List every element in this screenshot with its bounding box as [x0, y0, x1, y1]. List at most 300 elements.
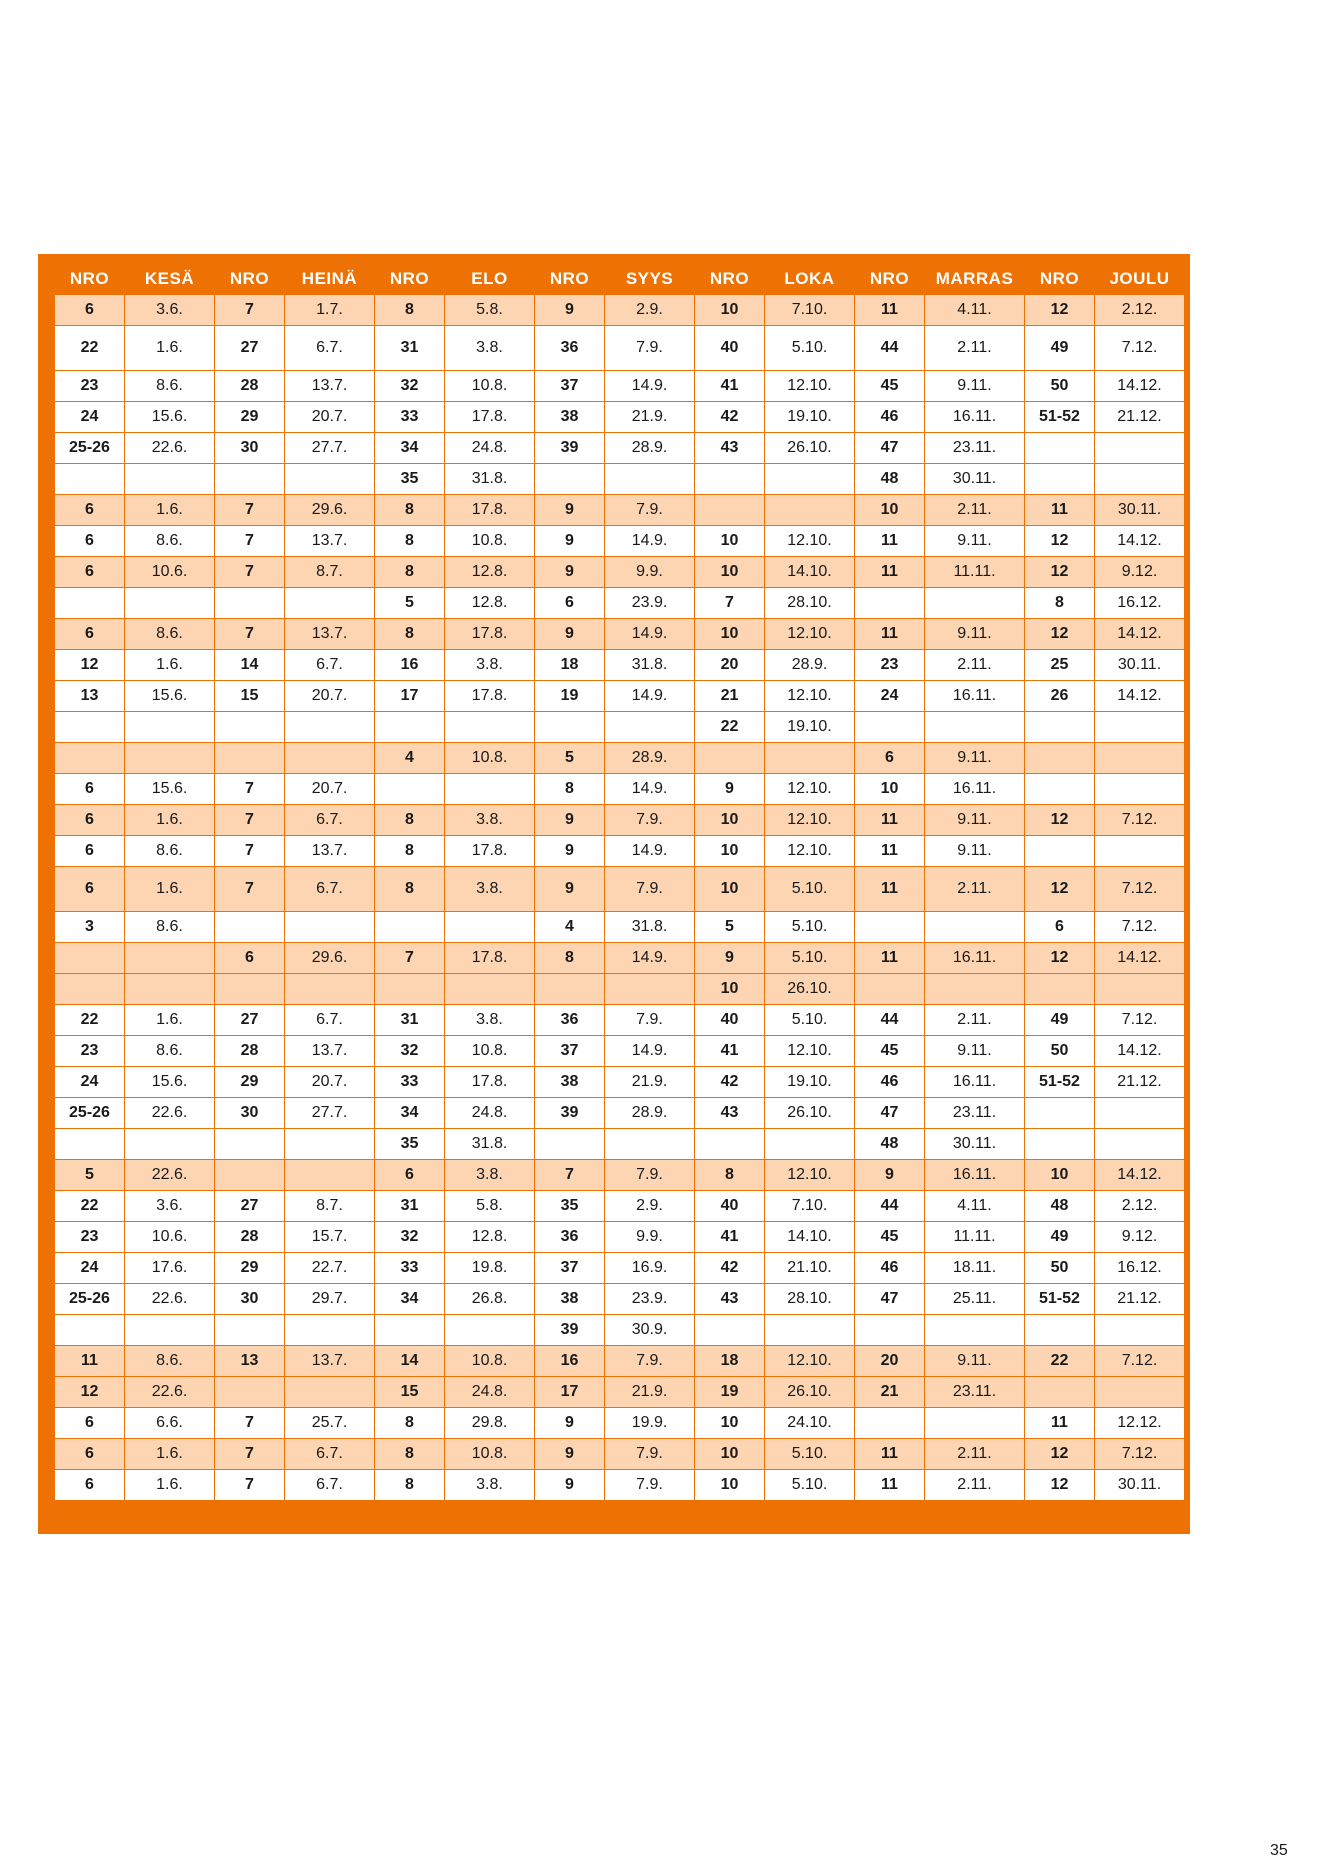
issue-date-cell: 4.11. [925, 1191, 1025, 1222]
issue-number-cell: 31 [375, 1005, 445, 1036]
table-row [55, 1191, 1185, 1222]
issue-number-cell: 7 [535, 1160, 605, 1191]
issue-number-cell [535, 974, 605, 1005]
issue-date-cell [285, 743, 375, 774]
issue-number-cell: 6 [55, 557, 125, 588]
issue-date-cell [125, 464, 215, 495]
table-row [55, 1439, 1185, 1470]
issue-date-cell: 7.12. [1095, 1439, 1185, 1470]
issue-date-cell: 14.12. [1095, 526, 1185, 557]
issue-number-cell [1025, 1315, 1095, 1346]
issue-number-cell: 22 [55, 326, 125, 371]
issue-number-cell: 10 [695, 619, 765, 650]
issue-date-cell: 3.6. [125, 295, 215, 326]
issue-number-cell: 36 [535, 1005, 605, 1036]
issue-date-cell: 30.11. [1095, 1470, 1185, 1501]
issue-number-cell: 11 [855, 619, 925, 650]
issue-date-cell: 1.6. [125, 1005, 215, 1036]
issue-number-cell [375, 912, 445, 943]
issue-date-cell: 7.12. [1095, 326, 1185, 371]
issue-date-cell [285, 1160, 375, 1191]
issue-date-cell [605, 1129, 695, 1160]
issue-date-cell: 10.6. [125, 557, 215, 588]
issue-number-cell: 41 [695, 1036, 765, 1067]
issue-date-cell: 12.12. [1095, 1408, 1185, 1439]
column-header: KESÄ [125, 264, 215, 295]
issue-number-cell: 11 [55, 1346, 125, 1377]
issue-number-cell [55, 712, 125, 743]
issue-number-cell: 11 [1025, 1408, 1095, 1439]
issue-date-cell: 7.9. [605, 326, 695, 371]
issue-number-cell: 8 [375, 1470, 445, 1501]
issue-date-cell [1095, 974, 1185, 1005]
issue-number-cell [855, 712, 925, 743]
issue-date-cell: 23.11. [925, 1098, 1025, 1129]
issue-date-cell: 5.10. [765, 912, 855, 943]
issue-date-cell: 2.11. [925, 326, 1025, 371]
issue-number-cell: 7 [215, 1439, 285, 1470]
issue-date-cell: 7.12. [1095, 1346, 1185, 1377]
issue-number-cell: 13 [215, 1346, 285, 1377]
issue-number-cell: 40 [695, 326, 765, 371]
issue-number-cell: 9 [695, 943, 765, 974]
column-header: MARRAS [925, 264, 1025, 295]
issue-number-cell: 28 [215, 371, 285, 402]
table-row [55, 1098, 1185, 1129]
issue-number-cell: 10 [695, 974, 765, 1005]
issue-date-cell: 14.9. [605, 774, 695, 805]
issue-date-cell: 28.9. [765, 650, 855, 681]
issue-date-cell [445, 712, 535, 743]
issue-date-cell: 30.9. [605, 1315, 695, 1346]
issue-number-cell: 9 [855, 1160, 925, 1191]
issue-number-cell: 35 [375, 464, 445, 495]
issue-number-cell: 10 [695, 867, 765, 912]
issue-number-cell: 6 [55, 867, 125, 912]
issue-date-cell [605, 464, 695, 495]
issue-date-cell [285, 912, 375, 943]
issue-date-cell: 2.11. [925, 867, 1025, 912]
issue-number-cell: 9 [535, 867, 605, 912]
issue-date-cell: 2.11. [925, 495, 1025, 526]
issue-number-cell: 40 [695, 1005, 765, 1036]
issue-number-cell [55, 588, 125, 619]
issue-date-cell: 21.12. [1095, 1067, 1185, 1098]
table-row [55, 712, 1185, 743]
table-row [55, 1377, 1185, 1408]
issue-number-cell: 35 [535, 1191, 605, 1222]
issue-number-cell: 5 [55, 1160, 125, 1191]
issue-date-cell: 5.8. [445, 1191, 535, 1222]
issue-date-cell: 1.6. [125, 805, 215, 836]
issue-date-cell: 14.12. [1095, 943, 1185, 974]
issue-date-cell: 3.8. [445, 326, 535, 371]
table-row [55, 526, 1185, 557]
issue-date-cell [765, 743, 855, 774]
issue-date-cell: 9.11. [925, 371, 1025, 402]
issue-number-cell [375, 774, 445, 805]
issue-date-cell [285, 588, 375, 619]
issue-date-cell [925, 912, 1025, 943]
issue-number-cell: 7 [215, 1408, 285, 1439]
issue-date-cell: 28.9. [605, 743, 695, 774]
issue-date-cell [1095, 1129, 1185, 1160]
issue-number-cell: 6 [55, 619, 125, 650]
issue-number-cell: 44 [855, 326, 925, 371]
issue-date-cell [285, 464, 375, 495]
issue-number-cell: 37 [535, 1253, 605, 1284]
table-row [55, 650, 1185, 681]
issue-number-cell: 44 [855, 1005, 925, 1036]
issue-number-cell: 26 [1025, 681, 1095, 712]
issue-number-cell: 43 [695, 1284, 765, 1315]
issue-number-cell: 17 [535, 1377, 605, 1408]
issue-number-cell: 5 [535, 743, 605, 774]
issue-number-cell: 8 [375, 495, 445, 526]
issue-number-cell: 25-26 [55, 433, 125, 464]
issue-date-cell: 21.9. [605, 1377, 695, 1408]
issue-number-cell: 32 [375, 1222, 445, 1253]
issue-date-cell: 5.8. [445, 295, 535, 326]
issue-number-cell: 9 [535, 805, 605, 836]
issue-date-cell: 10.6. [125, 1222, 215, 1253]
issue-date-cell [125, 974, 215, 1005]
issue-date-cell: 20.7. [285, 1067, 375, 1098]
issue-number-cell: 10 [695, 557, 765, 588]
issue-number-cell: 40 [695, 1191, 765, 1222]
issue-number-cell [375, 1315, 445, 1346]
issue-number-cell: 25 [1025, 650, 1095, 681]
issue-number-cell: 8 [375, 1439, 445, 1470]
issue-number-cell: 23 [55, 1222, 125, 1253]
issue-number-cell: 10 [695, 1470, 765, 1501]
issue-date-cell [1095, 433, 1185, 464]
issue-number-cell [375, 712, 445, 743]
issue-number-cell: 6 [55, 836, 125, 867]
issue-date-cell: 9.12. [1095, 1222, 1185, 1253]
issue-number-cell: 6 [55, 1408, 125, 1439]
issue-date-cell [1095, 743, 1185, 774]
issue-number-cell: 12 [55, 1377, 125, 1408]
issue-number-cell: 8 [375, 805, 445, 836]
table-body [55, 295, 1185, 1501]
issue-number-cell [55, 1315, 125, 1346]
issue-date-cell: 14.9. [605, 526, 695, 557]
issue-number-cell: 10 [695, 1408, 765, 1439]
issue-number-cell: 7 [215, 557, 285, 588]
issue-number-cell: 12 [1025, 867, 1095, 912]
issue-date-cell [445, 912, 535, 943]
issue-number-cell: 30 [215, 1098, 285, 1129]
issue-date-cell: 7.9. [605, 495, 695, 526]
issue-date-cell: 30.11. [1095, 650, 1185, 681]
issue-number-cell: 27 [215, 1005, 285, 1036]
issue-date-cell: 18.11. [925, 1253, 1025, 1284]
issue-date-cell: 26.10. [765, 1098, 855, 1129]
issue-date-cell: 15.6. [125, 1067, 215, 1098]
issue-number-cell: 12 [1025, 295, 1095, 326]
issue-number-cell: 7 [215, 836, 285, 867]
issue-date-cell: 5.10. [765, 943, 855, 974]
issue-number-cell [855, 588, 925, 619]
issue-date-cell: 7.9. [605, 805, 695, 836]
issue-date-cell: 11.11. [925, 557, 1025, 588]
issue-number-cell [1025, 1098, 1095, 1129]
issue-date-cell: 17.8. [445, 943, 535, 974]
issue-number-cell: 8 [375, 836, 445, 867]
issue-date-cell: 26.8. [445, 1284, 535, 1315]
issue-date-cell: 1.6. [125, 1470, 215, 1501]
table-row [55, 1408, 1185, 1439]
issue-date-cell: 31.8. [605, 912, 695, 943]
issue-number-cell: 36 [535, 1222, 605, 1253]
issue-number-cell: 38 [535, 1284, 605, 1315]
issue-date-cell: 7.12. [1095, 912, 1185, 943]
issue-number-cell: 11 [855, 805, 925, 836]
page-number: 35 [1270, 1842, 1288, 1859]
issue-date-cell: 16.11. [925, 1160, 1025, 1191]
issue-date-cell: 12.8. [445, 1222, 535, 1253]
issue-date-cell: 9.12. [1095, 557, 1185, 588]
schedule-table [54, 264, 1185, 1501]
issue-date-cell: 2.11. [925, 650, 1025, 681]
issue-date-cell [285, 1129, 375, 1160]
issue-date-cell [765, 1129, 855, 1160]
column-header: ELO [445, 264, 535, 295]
issue-number-cell: 29 [215, 1253, 285, 1284]
issue-number-cell: 50 [1025, 371, 1095, 402]
table-row [55, 295, 1185, 326]
table-row [55, 1005, 1185, 1036]
issue-date-cell: 14.12. [1095, 1160, 1185, 1191]
issue-number-cell: 8 [375, 867, 445, 912]
issue-number-cell: 49 [1025, 1005, 1095, 1036]
issue-date-cell: 12.10. [765, 836, 855, 867]
issue-date-cell: 23.9. [605, 588, 695, 619]
issue-number-cell: 48 [855, 1129, 925, 1160]
issue-number-cell: 9 [535, 557, 605, 588]
column-header: NRO [855, 264, 925, 295]
issue-date-cell: 17.8. [445, 619, 535, 650]
issue-date-cell: 2.9. [605, 1191, 695, 1222]
issue-date-cell [605, 974, 695, 1005]
issue-date-cell: 28.10. [765, 1284, 855, 1315]
table-row [55, 1315, 1185, 1346]
issue-date-cell: 15.6. [125, 774, 215, 805]
issue-date-cell: 24.8. [445, 1098, 535, 1129]
issue-date-cell [285, 974, 375, 1005]
issue-number-cell: 16 [535, 1346, 605, 1377]
issue-date-cell: 6.7. [285, 1005, 375, 1036]
issue-date-cell: 16.11. [925, 774, 1025, 805]
issue-date-cell: 13.7. [285, 1346, 375, 1377]
table-row [55, 867, 1185, 912]
issue-date-cell: 8.6. [125, 619, 215, 650]
issue-number-cell: 6 [375, 1160, 445, 1191]
issue-number-cell: 9 [535, 295, 605, 326]
issue-number-cell: 22 [1025, 1346, 1095, 1377]
issue-number-cell: 4 [535, 912, 605, 943]
issue-date-cell: 25.11. [925, 1284, 1025, 1315]
issue-number-cell [535, 712, 605, 743]
issue-number-cell: 6 [55, 774, 125, 805]
issue-number-cell: 4 [375, 743, 445, 774]
issue-number-cell: 47 [855, 433, 925, 464]
issue-number-cell: 8 [375, 295, 445, 326]
issue-date-cell [1095, 1315, 1185, 1346]
issue-number-cell: 6 [55, 1470, 125, 1501]
issue-date-cell: 16.11. [925, 681, 1025, 712]
issue-number-cell: 6 [1025, 912, 1095, 943]
issue-date-cell: 12.8. [445, 588, 535, 619]
issue-number-cell: 8 [535, 774, 605, 805]
column-header: NRO [215, 264, 285, 295]
issue-number-cell: 24 [55, 1067, 125, 1098]
issue-number-cell [695, 464, 765, 495]
issue-number-cell: 39 [535, 1098, 605, 1129]
issue-number-cell [215, 588, 285, 619]
issue-number-cell: 29 [215, 1067, 285, 1098]
issue-date-cell [1095, 712, 1185, 743]
issue-number-cell: 50 [1025, 1253, 1095, 1284]
issue-number-cell: 9 [535, 836, 605, 867]
issue-date-cell: 24.10. [765, 1408, 855, 1439]
issue-number-cell: 30 [215, 1284, 285, 1315]
table-row [55, 1067, 1185, 1098]
issue-date-cell: 28.9. [605, 433, 695, 464]
issue-date-cell: 22.6. [125, 1160, 215, 1191]
issue-date-cell: 10.8. [445, 1439, 535, 1470]
issue-date-cell: 15.7. [285, 1222, 375, 1253]
issue-date-cell: 26.10. [765, 433, 855, 464]
issue-number-cell: 9 [535, 495, 605, 526]
issue-number-cell: 8 [375, 526, 445, 557]
issue-number-cell: 10 [695, 805, 765, 836]
issue-date-cell: 13.7. [285, 1036, 375, 1067]
issue-number-cell: 23 [55, 371, 125, 402]
issue-date-cell: 9.11. [925, 743, 1025, 774]
issue-date-cell: 1.6. [125, 326, 215, 371]
issue-number-cell: 5 [375, 588, 445, 619]
table-row [55, 1470, 1185, 1501]
issue-number-cell: 6 [535, 588, 605, 619]
issue-date-cell: 14.9. [605, 619, 695, 650]
table-row [55, 464, 1185, 495]
issue-number-cell [1025, 1377, 1095, 1408]
issue-number-cell: 11 [855, 526, 925, 557]
table-row [55, 836, 1185, 867]
issue-date-cell [605, 712, 695, 743]
issue-number-cell [1025, 1129, 1095, 1160]
issue-number-cell [1025, 974, 1095, 1005]
issue-date-cell: 31.8. [445, 1129, 535, 1160]
issue-date-cell: 14.9. [605, 1036, 695, 1067]
issue-date-cell: 14.9. [605, 371, 695, 402]
issue-date-cell: 21.9. [605, 402, 695, 433]
issue-number-cell: 9 [695, 774, 765, 805]
issue-number-cell: 51-52 [1025, 1067, 1095, 1098]
issue-date-cell: 3.6. [125, 1191, 215, 1222]
issue-number-cell: 11 [855, 1470, 925, 1501]
issue-number-cell: 50 [1025, 1036, 1095, 1067]
issue-number-cell: 34 [375, 1284, 445, 1315]
issue-date-cell: 3.8. [445, 1160, 535, 1191]
table-row [55, 1036, 1185, 1067]
issue-date-cell: 6.7. [285, 805, 375, 836]
issue-number-cell [1025, 433, 1095, 464]
issue-date-cell: 21.9. [605, 1067, 695, 1098]
issue-date-cell: 25.7. [285, 1408, 375, 1439]
issue-date-cell: 14.9. [605, 836, 695, 867]
issue-number-cell: 29 [215, 402, 285, 433]
issue-number-cell [215, 1129, 285, 1160]
issue-number-cell: 18 [695, 1346, 765, 1377]
issue-number-cell [215, 743, 285, 774]
issue-date-cell: 1.6. [125, 867, 215, 912]
issue-date-cell: 26.10. [765, 974, 855, 1005]
issue-number-cell: 32 [375, 1036, 445, 1067]
issue-number-cell: 46 [855, 402, 925, 433]
table-row [55, 371, 1185, 402]
issue-date-cell: 7.10. [765, 1191, 855, 1222]
issue-number-cell: 20 [855, 1346, 925, 1377]
column-header: HEINÄ [285, 264, 375, 295]
issue-number-cell: 24 [55, 402, 125, 433]
issue-date-cell: 6.7. [285, 1439, 375, 1470]
issue-number-cell [1025, 774, 1095, 805]
issue-date-cell: 2.9. [605, 295, 695, 326]
table-row [55, 943, 1185, 974]
issue-number-cell: 7 [215, 619, 285, 650]
issue-date-cell: 7.9. [605, 1346, 695, 1377]
issue-date-cell [925, 1408, 1025, 1439]
issue-number-cell: 12 [1025, 619, 1095, 650]
issue-number-cell: 51-52 [1025, 1284, 1095, 1315]
issue-date-cell [125, 1315, 215, 1346]
issue-date-cell [445, 774, 535, 805]
issue-date-cell: 22.6. [125, 1377, 215, 1408]
issue-date-cell [1095, 836, 1185, 867]
issue-number-cell: 22 [55, 1005, 125, 1036]
table-row [55, 326, 1185, 371]
issue-number-cell: 41 [695, 1222, 765, 1253]
table-row [55, 974, 1185, 1005]
issue-number-cell: 11 [1025, 495, 1095, 526]
issue-number-cell: 7 [215, 295, 285, 326]
issue-date-cell: 6.7. [285, 867, 375, 912]
issue-number-cell [855, 1315, 925, 1346]
issue-date-cell [925, 974, 1025, 1005]
issue-number-cell: 43 [695, 433, 765, 464]
issue-number-cell: 7 [215, 1470, 285, 1501]
table-row [55, 588, 1185, 619]
issue-number-cell: 7 [215, 495, 285, 526]
column-header: LOKA [765, 264, 855, 295]
table-row [55, 1284, 1185, 1315]
issue-number-cell: 6 [55, 805, 125, 836]
issue-number-cell: 33 [375, 1067, 445, 1098]
issue-date-cell: 22.6. [125, 1098, 215, 1129]
issue-date-cell: 24.8. [445, 433, 535, 464]
issue-number-cell: 46 [855, 1253, 925, 1284]
issue-date-cell: 29.7. [285, 1284, 375, 1315]
issue-number-cell: 5 [695, 912, 765, 943]
issue-number-cell [215, 912, 285, 943]
issue-number-cell: 35 [375, 1129, 445, 1160]
issue-date-cell: 17.6. [125, 1253, 215, 1284]
issue-number-cell: 51-52 [1025, 402, 1095, 433]
issue-date-cell: 9.11. [925, 619, 1025, 650]
